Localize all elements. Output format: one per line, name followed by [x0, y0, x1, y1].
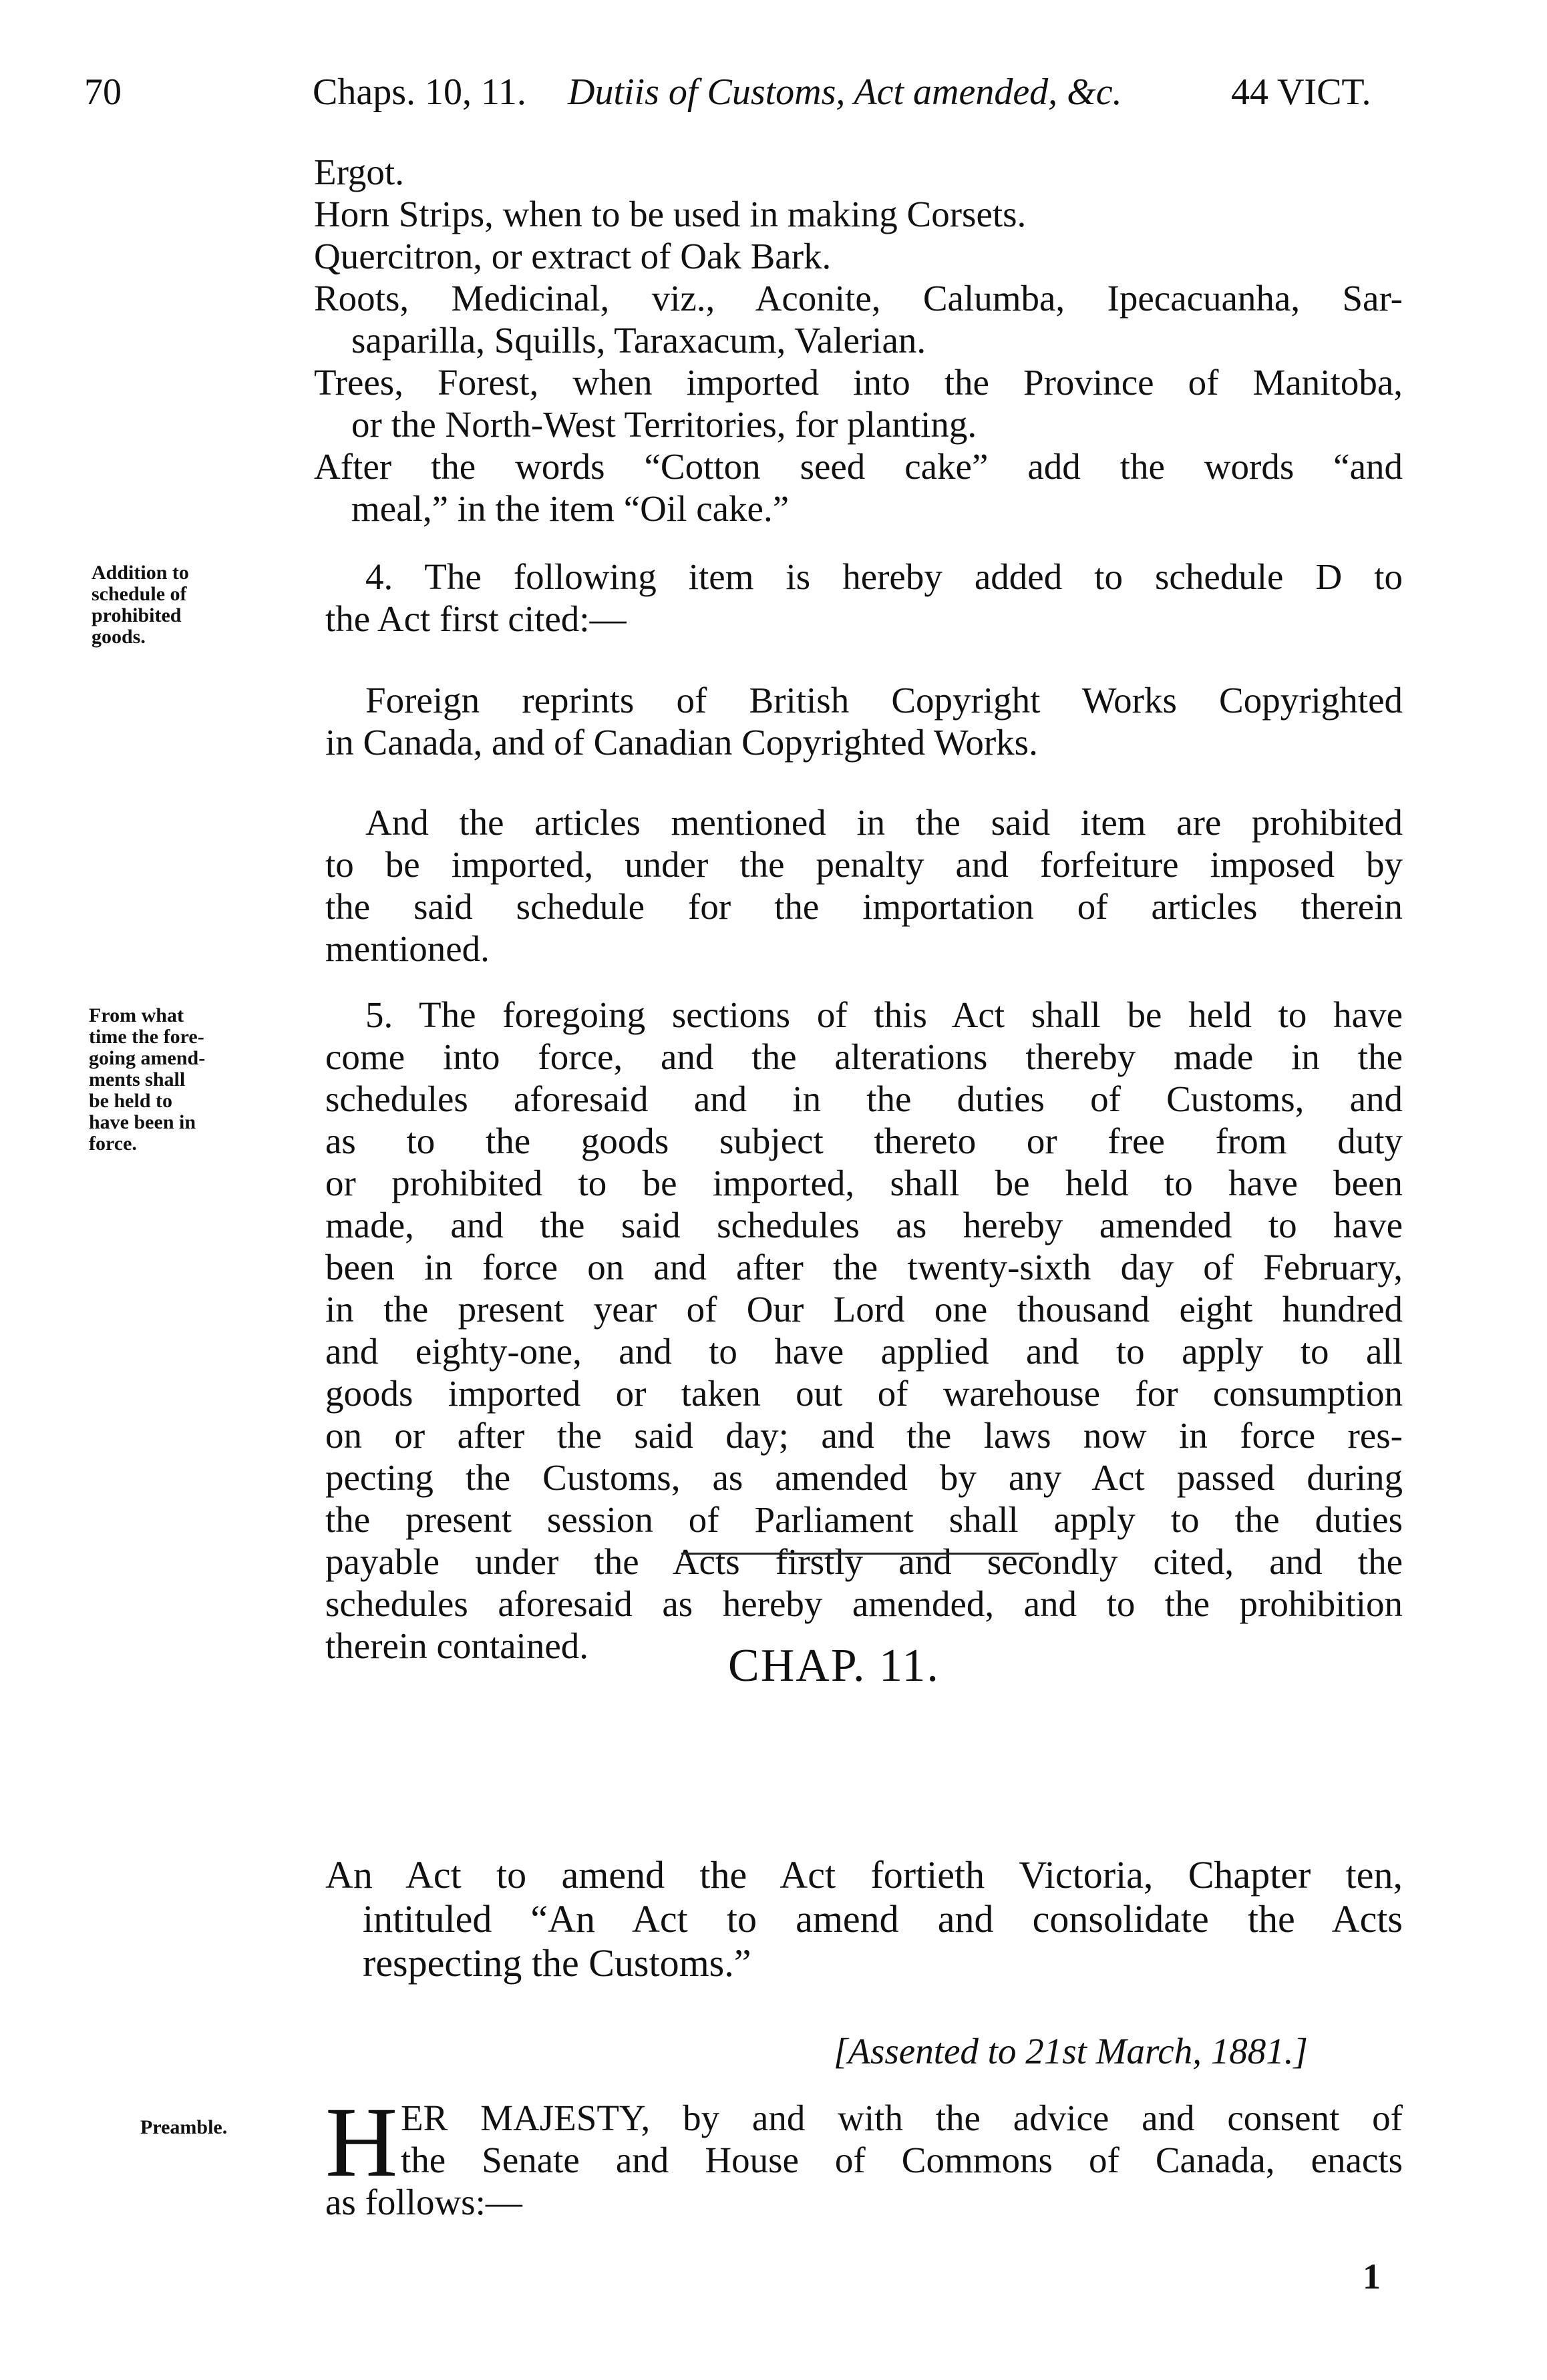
- list-item: Ergot.: [314, 152, 404, 192]
- margin-note-preamble: Preamble.: [140, 2116, 228, 2138]
- list-item-continuation: or the North-West Territories, for planting.: [351, 404, 977, 445]
- list-item: Quercitron, or extract of Oak Bark.: [314, 236, 832, 276]
- section-divider: [681, 1553, 1039, 1555]
- section-4-item: Foreign reprints of British Copyright Works Copyrighted in Canada, and of Canadian Copyrighted Works.: [325, 680, 1403, 763]
- preamble-text-end: as follows:—: [325, 2182, 522, 2222]
- header-chapters: Chaps. 10, 11.: [313, 71, 526, 113]
- margin-note-section-4: Addition to schedule of prohibited goods.: [92, 562, 189, 648]
- drop-cap: H: [325, 2087, 398, 2198]
- act-title: An Act to amend the Act fortieth Victoria, Chapter ten, intituled “An Act to amend and consolidate the Acts respecting the Customs.”: [325, 1853, 1403, 1985]
- list-item: Horn Strips, when to be used in making Corsets.: [314, 194, 1027, 234]
- header-title: Dutiis of Customs, Act amended, &c.: [568, 71, 1122, 113]
- chapter-heading: CHAP. 11.: [728, 1640, 940, 1692]
- list-item: Trees, Forest, when imported into the Province of Manitoba,: [314, 362, 1403, 403]
- section-4-prohibition: And the articles mentioned in the said item are prohibited to be imported, under the penalty and forfeiture imposed by the said schedule for the importation of articles therein mentioned.: [325, 802, 1403, 969]
- page-number: 70: [84, 71, 122, 113]
- header-regnal-year: 44 VICT.: [1231, 71, 1371, 113]
- schedule-list: [314, 151, 1403, 530]
- margin-note-section-5: From what time the fore- going amend- ments shall be held to have been in force.: [89, 1004, 206, 1155]
- assent-date: [Assented to 21st March, 1881.]: [834, 2031, 1308, 2071]
- list-item-continuation: meal,” in the item “Oil cake.”: [351, 488, 790, 529]
- list-item: After the words “Cotton seed cake” add the words “and: [314, 446, 1403, 487]
- preamble-text: ER MAJESTY, by and with the advice and consent of the Senate and House of Commons of Canada, enacts: [401, 2098, 1403, 2180]
- signature-mark: 1: [1363, 2256, 1381, 2297]
- section-4: 4. The following item is hereby added to schedule D to the Act first cited:—: [325, 556, 1403, 639]
- list-item: Roots, Medicinal, viz., Aconite, Calumba, Ipecacuanha, Sar-: [314, 278, 1403, 319]
- section-5: 5. The foregoing sections of this Act shall be held to have come into force, and the alterations thereby made in the schedules aforesaid and in the duties of Customs, and as to the goods subject thereto or free from duty or prohibited to be imported, shall be held to have been made, and the said schedules as hereby amended to have been in force on and after the twenty-sixth day of February, in the present year of Our Lord one thousand eight hundred and eighty-one, and to have applied and to apply to all goods imported or taken out of warehouse for consumption on or after the said day; and the laws now in force res- pecting the Customs, as amended by any Act passed during the present session of Parliament shall apply to the duties payable under the Acts firstly and secondly cited, and the schedules aforesaid as hereby amended, and to the prohibition therein contained.: [325, 994, 1403, 1666]
- list-item-continuation: saparilla, Squills, Taraxacum, Valerian.: [351, 320, 926, 361]
